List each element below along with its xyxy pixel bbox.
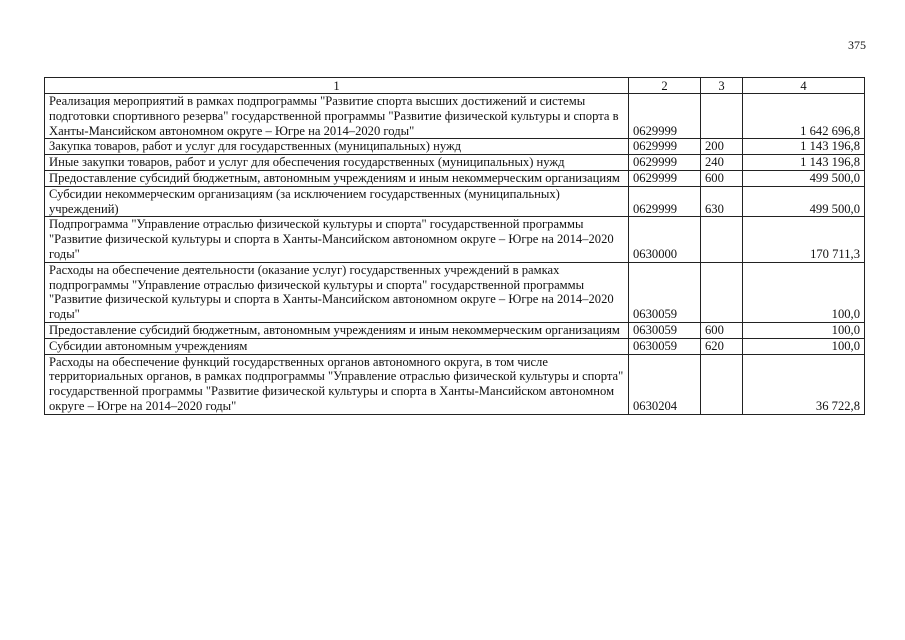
- row-description: Предоставление субсидий бюджетным, автономным учреждениям и иным некоммерческим организациям: [45, 322, 629, 338]
- row-amount: 100,0: [743, 338, 865, 354]
- row-amount: 1 143 196,8: [743, 139, 865, 155]
- row-description: Закупка товаров, работ и услуг для государственных (муниципальных) нужд: [45, 139, 629, 155]
- budget-table: [44, 77, 865, 415]
- column-header-2: 2: [629, 78, 701, 94]
- row-amount: 1 143 196,8: [743, 155, 865, 171]
- table-row: [45, 94, 865, 139]
- table-header-row: [45, 78, 865, 94]
- row-description: Подпрограмма "Управление отраслью физической культуры и спорта" государственной программы "Развитие физической культуры и спорта в Ханты-Мансийском автономном округе – Югре на 2014–2020 годы": [45, 217, 629, 262]
- row-target-code: 0630059: [629, 262, 701, 322]
- table-row: [45, 262, 865, 322]
- row-target-code: 0629999: [629, 139, 701, 155]
- table-row: [45, 170, 865, 186]
- row-amount: 36 722,8: [743, 354, 865, 414]
- column-header-4: 4: [743, 78, 865, 94]
- row-target-code: 0630059: [629, 322, 701, 338]
- row-target-code: 0629999: [629, 170, 701, 186]
- table-row: [45, 338, 865, 354]
- table-row: [45, 354, 865, 414]
- row-expense-type: [701, 262, 743, 322]
- row-amount: 170 711,3: [743, 217, 865, 262]
- table-row: [45, 217, 865, 262]
- row-amount: 499 500,0: [743, 170, 865, 186]
- row-expense-type: 600: [701, 322, 743, 338]
- row-description: Расходы на обеспечение деятельности (оказание услуг) государственных учреждений в рамках подпрограммы "Управление отраслью физической культуры и спорта" государственной программы "Развитие физической культуры и спорта в Ханты-Мансийском автономном округе – Югре на 2014–2020 годы": [45, 262, 629, 322]
- row-amount: 100,0: [743, 262, 865, 322]
- row-expense-type: [701, 217, 743, 262]
- row-expense-type: 630: [701, 186, 743, 217]
- row-description: Иные закупки товаров, работ и услуг для обеспечения государственных (муниципальных) нужд: [45, 155, 629, 171]
- row-target-code: 0630204: [629, 354, 701, 414]
- row-target-code: 0630059: [629, 338, 701, 354]
- row-description: Предоставление субсидий бюджетным, автономным учреждениям и иным некоммерческим организациям: [45, 170, 629, 186]
- column-header-1: 1: [45, 78, 629, 94]
- table-row: [45, 186, 865, 217]
- row-amount: 100,0: [743, 322, 865, 338]
- row-amount: 1 642 696,8: [743, 94, 865, 139]
- table-row: [45, 155, 865, 171]
- row-target-code: 0629999: [629, 186, 701, 217]
- row-expense-type: 200: [701, 139, 743, 155]
- row-description: Субсидии некоммерческим организациям (за исключением государственных (муниципальных) учреждений): [45, 186, 629, 217]
- row-target-code: 0630000: [629, 217, 701, 262]
- row-expense-type: 620: [701, 338, 743, 354]
- table-row: [45, 322, 865, 338]
- row-amount: 499 500,0: [743, 186, 865, 217]
- row-target-code: 0629999: [629, 155, 701, 171]
- row-expense-type: [701, 94, 743, 139]
- table-row: [45, 139, 865, 155]
- row-description: Расходы на обеспечение функций государственных органов автономного округа, в том числе территориальных органов, в рамках подпрограммы "Управление отраслью физической культуры и спорта" государственной программы "Развитие физической культуры и спорта в Ханты-Мансийском автономном округе – Югре на 2014–2020 годы": [45, 354, 629, 414]
- column-header-3: 3: [701, 78, 743, 94]
- row-target-code: 0629999: [629, 94, 701, 139]
- row-expense-type: 240: [701, 155, 743, 171]
- row-expense-type: 600: [701, 170, 743, 186]
- row-expense-type: [701, 354, 743, 414]
- row-description: Субсидии автономным учреждениям: [45, 338, 629, 354]
- page-number: 375: [848, 38, 866, 52]
- row-description: Реализация мероприятий в рамках подпрограммы "Развитие спорта высших достижений и системы подготовки спортивного резерва" государственной программы "Развитие физической культуры и спорта в Ханты-Мансийском автономном округе – Югре на 2014–2020 годы": [45, 94, 629, 139]
